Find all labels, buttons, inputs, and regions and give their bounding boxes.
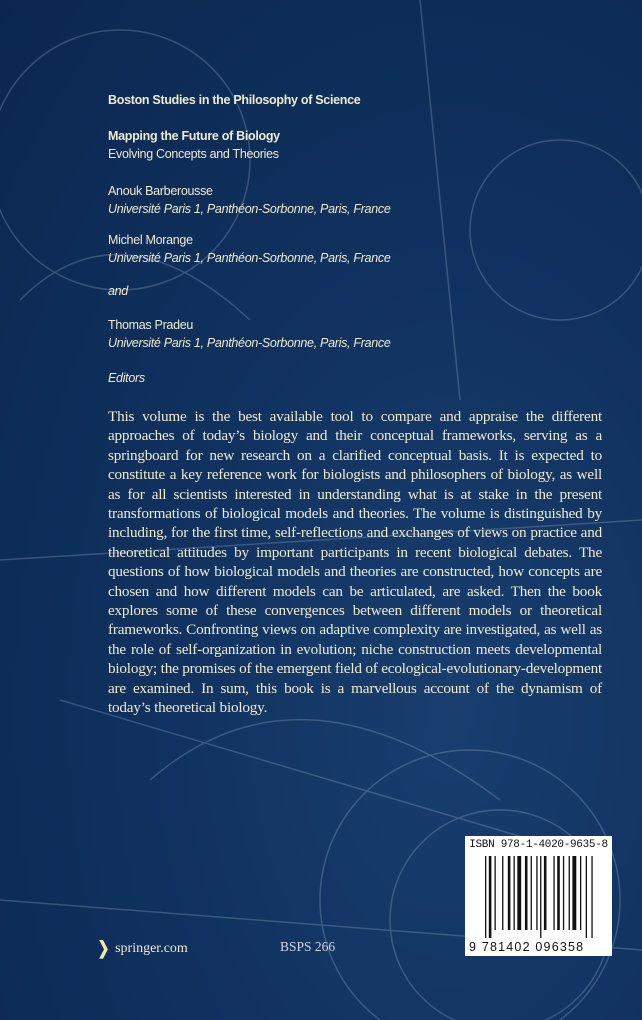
chevron-right-icon: ❯ bbox=[97, 938, 110, 958]
series-number: BSPS 266 bbox=[280, 939, 336, 954]
barcode-bar bbox=[485, 856, 486, 938]
barcode-bar bbox=[517, 856, 521, 930]
book-title: Mapping the Future of Biology bbox=[108, 129, 280, 143]
editor-affiliation: Université Paris 1, Panthéon-Sorbonne, Paris, France bbox=[108, 336, 391, 350]
barcode-bar bbox=[508, 856, 511, 930]
barcode-bar bbox=[557, 856, 560, 930]
barcode-bar bbox=[591, 856, 592, 938]
isbn-barcode bbox=[465, 836, 612, 956]
barcode-bar bbox=[514, 856, 515, 930]
barcode-bar bbox=[489, 856, 492, 938]
springer-link[interactable] bbox=[96, 938, 188, 959]
barcode-bar bbox=[586, 856, 587, 938]
editor-name: Anouk Barberousse bbox=[108, 184, 213, 198]
barcode-bar bbox=[531, 856, 532, 930]
barcode-bar bbox=[525, 856, 528, 930]
barcode-bar bbox=[502, 856, 503, 930]
barcode-bar bbox=[569, 856, 570, 930]
book-subtitle: Evolving Concepts and Theories bbox=[108, 147, 279, 161]
editor-name: Thomas Pradeu bbox=[108, 318, 194, 332]
barcode-bar bbox=[495, 856, 496, 930]
editors-label: Editors bbox=[108, 371, 145, 385]
barcode-bar bbox=[563, 856, 564, 930]
editor-name: Michel Morange bbox=[108, 233, 193, 247]
and-label: and bbox=[108, 284, 128, 298]
barcode-bar bbox=[553, 856, 554, 930]
barcode-bar bbox=[580, 856, 581, 930]
barcode-bars bbox=[485, 856, 605, 938]
barcode-bar bbox=[536, 856, 537, 930]
barcode-bar bbox=[544, 856, 547, 930]
springer-link-label: springer.com bbox=[115, 940, 188, 956]
barcode-bar bbox=[572, 856, 576, 930]
isbn-label: ISBN 978-1-4020-9635-8 bbox=[469, 839, 608, 851]
blurb-text: This volume is the best available tool to compare and appraise the different approaches of today’s biology and their conceptual frameworks, serving as a springboard for new research on a clarified conceptual basis. It is expected to constitute a key reference work for biologists and philosophers of biology, as well as for all scientists interested in understanding what is at stake in the present transformations of biological models and theories. The volume is distinguished by including, for the first time, self-reflections and exchanges of views on practice and theoretical attitudes by important participants in recent biological debates. The questions of how biological models and theories are constructed, how concepts are chosen and how different models can be articulated, are asked. Then the book explores some of these convergences between different models or theoretical frameworks. Confronting views on adaptive complexity are investigated, as well as the role of self-organization in evolution; niche construction meets developmental biology; the promises of the emergent field of ecological-evolutionary-development are examined. In sum, this book is a marvellous account of the dynamism of today’s theoretical biology. bbox=[108, 408, 602, 717]
series-title: Boston Studies in the Philosophy of Science bbox=[108, 93, 361, 107]
editor-affiliation: Université Paris 1, Panthéon-Sorbonne, Paris, France bbox=[108, 202, 391, 216]
editor-affiliation: Université Paris 1, Panthéon-Sorbonne, Paris, France bbox=[108, 251, 391, 265]
barcode-bar bbox=[540, 856, 541, 938]
barcode-digits: 9 781402 096358 bbox=[469, 940, 585, 954]
